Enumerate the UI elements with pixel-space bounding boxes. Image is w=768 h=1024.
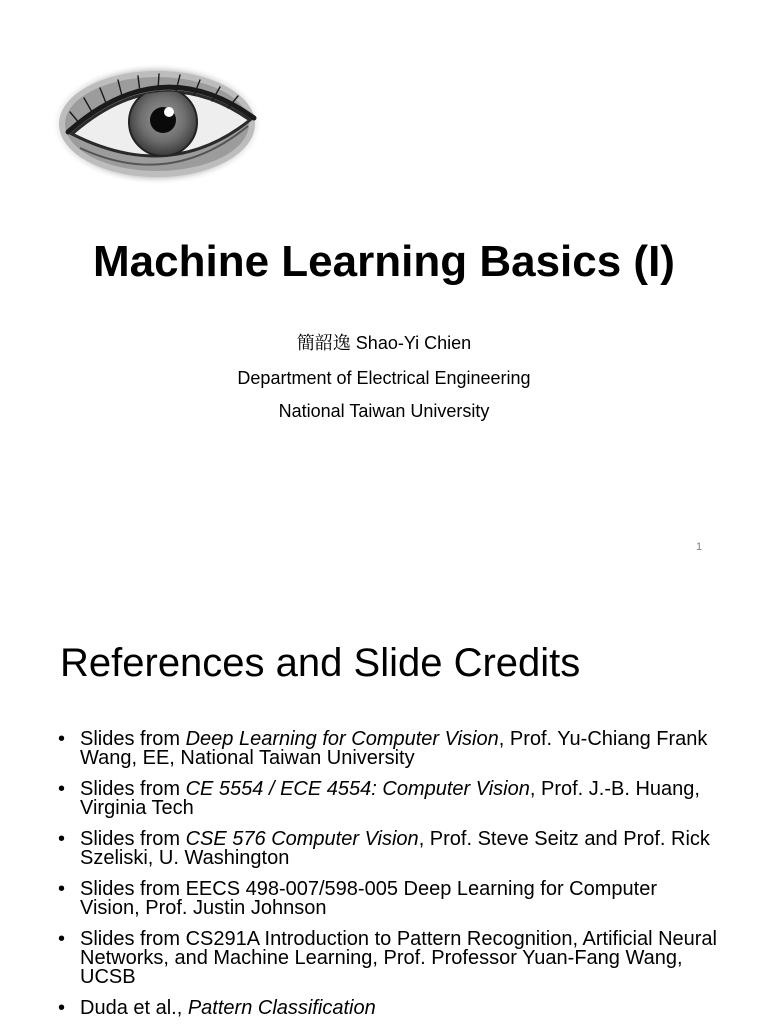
reference-item	[58, 999, 718, 1018]
reference-suffix: , Prof. J.-B. Huang, Virginia Tech	[80, 778, 700, 819]
reference-item	[58, 780, 718, 818]
reference-suffix: , Prof. Yu-Chiang Frank Wang, EE, National Taiwan University	[80, 728, 708, 769]
university-line: National Taiwan University	[278, 401, 490, 421]
reference-text: Slides from EECS 498-007/598-005 Deep Learning for Computer Vision, Prof. Justin Johnson	[80, 878, 657, 919]
reference-prefix: Slides from	[80, 828, 186, 850]
bullet-icon: •	[58, 728, 66, 750]
reference-item	[58, 880, 718, 918]
eye-icon	[50, 62, 264, 186]
reference-italic-title: Pattern Classification	[187, 997, 376, 1019]
references-slide	[0, 577, 768, 1024]
bullet-icon: •	[58, 828, 66, 850]
reference-text: Slides from CS291A Introduction to Pattern Recognition, Artificial Neural Networks, and Machine Learning, Prof. Professor Yuan-Fang Wang, UCSB	[80, 928, 717, 988]
author-line	[0, 331, 768, 355]
reference-item	[58, 930, 718, 987]
reference-prefix: Slides from	[80, 778, 186, 800]
department-line: Department of Electrical Engineering	[237, 368, 531, 388]
bullet-icon: •	[58, 878, 66, 900]
reference-prefix: Slides from	[80, 728, 186, 750]
reference-item	[58, 830, 718, 868]
references-title: References and Slide Credits	[60, 641, 581, 685]
bullet-icon: •	[58, 778, 66, 800]
reference-item	[58, 730, 718, 768]
author-chinese-name: 簡韶逸	[296, 333, 351, 353]
bullet-icon: •	[58, 997, 66, 1019]
slide-number: 1	[696, 541, 703, 553]
reference-italic-title: CSE 576 Computer Vision	[185, 828, 419, 850]
author-english-name: Shao-Yi Chien	[355, 333, 472, 353]
reference-italic-title: Deep Learning for Computer Vision	[185, 728, 499, 750]
reference-suffix: , Prof. Steve Seitz and Prof. Rick Szeliski, U. Washington	[80, 828, 710, 869]
bullet-icon: •	[58, 928, 66, 950]
slide-title: Machine Learning Basics (I)	[93, 237, 675, 286]
reference-italic-title: CE 5554 / ECE 4554: Computer Vision	[185, 778, 530, 800]
reference-prefix: Duda et al.,	[80, 997, 188, 1019]
references-list	[58, 730, 718, 1024]
